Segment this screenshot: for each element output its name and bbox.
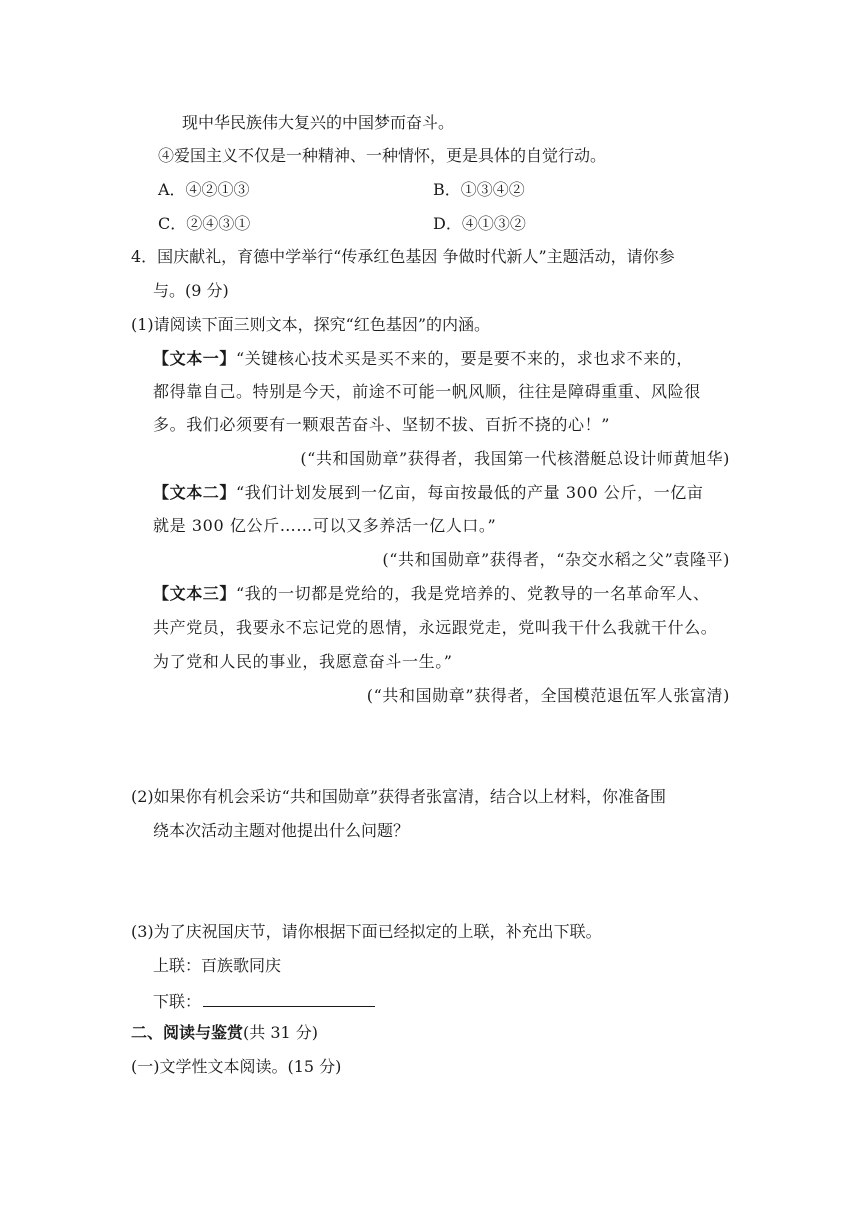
text-two-line1 <box>153 485 704 501</box>
text-two-line2: 就是 300 亿公斤……可以又多养活一亿人口。” <box>153 516 497 535</box>
q4-stem-line2: 与。(9 分) <box>153 281 229 300</box>
q4-stem-line1: 4．国庆献礼，育德中学举行“传承红色基因 争做时代新人”主题活动，请你参 <box>131 247 675 266</box>
text-two-source: (“共和国勋章”获得者，“杂交水稻之父”袁隆平) <box>382 550 730 569</box>
section-two-subheading: (一)文学性文本阅读。(15 分) <box>131 1057 342 1076</box>
q4-part3-prompt: (3)为了庆祝国庆节，请你根据下面已经拟定的上联，补充出下联。 <box>131 922 602 941</box>
answer-blank[interactable] <box>203 992 375 1007</box>
text-three-tag: 【文本三】 <box>153 584 237 603</box>
section-two-title: 二、阅读与鉴赏 <box>131 1023 244 1042</box>
text-three-source: (“共和国勋章”获得者，全国模范退伍军人张富清) <box>366 686 730 705</box>
text-one-line3: 多。我们必须要有一颗艰苦奋斗、坚韧不拔、百折不挠的心！” <box>153 415 610 434</box>
text-two-tag: 【文本二】 <box>153 483 237 502</box>
text-three-line1 <box>153 586 710 602</box>
text-three-line3: 为了党和人民的事业，我愿意奋斗一生。” <box>153 652 453 671</box>
lower-couplet <box>153 992 375 1010</box>
text-one-line1-body: “关键核心技术买是买不来的，要是要不来的，求也求不来的， <box>236 349 693 368</box>
q4-part2-line2: 绕本次活动主题对他提出什么问题？ <box>153 821 410 840</box>
q3-option-d: D．④①③② <box>433 214 526 233</box>
text-three-line1-body: “我的一切都是党给的，我是党培养的、党教导的一名革命军人、 <box>236 584 710 603</box>
upper-couplet: 上联：百族歌同庆 <box>153 956 282 975</box>
text-two-line1-body: “我们计划发展到一亿亩，每亩按最低的产量 300 公斤，一亿亩 <box>236 483 704 502</box>
q3-option-b: B．①③④② <box>433 180 525 199</box>
lower-couplet-label: 下联： <box>153 992 202 1011</box>
text-one-tag: 【文本一】 <box>153 349 237 368</box>
section-two-score: (共 31 分) <box>243 1023 319 1042</box>
q3-statement-4: ④爱国主义不仅是一种精神、一种情怀，更是具体的自觉行动。 <box>158 146 607 165</box>
text-three-line2: 共产党员，我要永不忘记党的恩情，永远跟党走，党叫我干什么我就干什么。 <box>153 618 718 637</box>
q3-line-continued: 现中华民族伟大复兴的中国梦而奋斗。 <box>182 113 455 132</box>
q4-part1-prompt: (1)请阅读下面三则文本，探究“红色基因”的内涵。 <box>131 315 491 334</box>
text-one-line1 <box>153 351 693 367</box>
section-two-heading <box>131 1025 318 1041</box>
text-one-line2: 都得靠自己。特别是今天，前途不可能一帆风顺，往往是障碍重重、风险很 <box>153 382 701 401</box>
text-one-source: (“共和国勋章”获得者，我国第一代核潜艇总设计师黄旭华) <box>300 449 730 468</box>
q4-part2-line1: (2)如果你有机会采访“共和国勋章”获得者张富清，结合以上材料，你准备围 <box>131 787 667 806</box>
q3-option-a: A．④②①③ <box>158 180 250 199</box>
q3-option-c: C．②④③① <box>158 214 251 233</box>
